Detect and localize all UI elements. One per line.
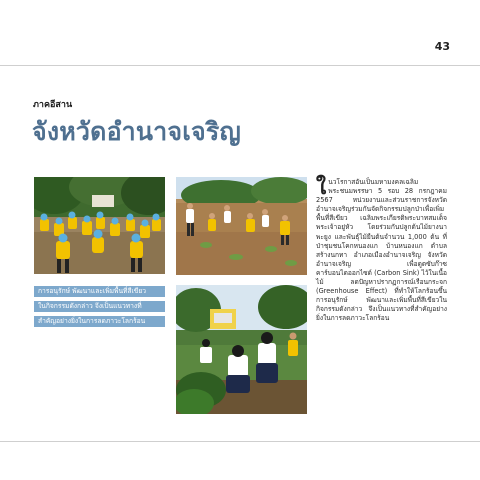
page-number: 43 — [434, 40, 450, 53]
tree-planting-photo-volunteers — [34, 177, 165, 274]
tree-planting-photo-students — [176, 285, 307, 414]
page-title: จังหวัดอำนาจเจริญ — [32, 117, 241, 146]
header-divider — [0, 65, 480, 66]
photo-caption — [34, 286, 165, 331]
drop-cap: ใ — [316, 174, 327, 199]
article-body — [316, 174, 447, 324]
footer-divider — [0, 441, 480, 442]
caption-line: ในกิจกรรมดังกล่าว จึงเป็นแนวทางที่ — [34, 301, 165, 312]
tree-planting-photo-field — [176, 177, 307, 275]
caption-line: สำคัญอย่างยิ่งในการลดภาวะโลกร้อน — [34, 316, 165, 327]
article-paragraph: นวโรกาสอันเป็นมหามงคลเฉลิมพระชนมพรรษา 5 รอบ 28 กรกฎาคม 2567 หน่วยงานและส่วนราชการจังหวัดอำนาจเจริญร่วมกันจัดกิจกรรมปลูกป่าเพื่อเพิ่มพื้นที่สีเขียว เฉลิมพระเกียรติพระบาทสมเด็จพระเจ้าอยู่หัว โดยร่วมกันปลูกต้นไม้ยางนา พะยูง และพันธุ์ไม้ยืนต้นจำนวน 1,000 ต้น ที่ป่าชุมชนโคกหนองแก บ้านหนองแก ตำบลสร้างนกทา อำเภอเมืองอำนาจเจริญ จังหวัดอำนาจเจริญ เพื่อดูดซับก๊าซคาร์บอนไดออกไซด์ (Carbon Sink) ไว้ในเนื้อไม้ ลดปัญหาปรากฏการณ์เรือนกระจก (Greenhouse Effect) ที่ทำให้โลกร้อนขึ้น การอนุรักษ์ พัฒนาและเพิ่มพื้นที่สีเขียวในกิจกรรมดังกล่าว จึงเป็นแนวทางที่สำคัญอย่างยิ่งในการลดภาวะโลกร้อน — [316, 178, 447, 323]
caption-line: การอนุรักษ์ พัฒนาและเพิ่มพื้นที่สีเขียว — [34, 286, 165, 297]
region-label: ภาคอีสาน — [33, 100, 73, 110]
